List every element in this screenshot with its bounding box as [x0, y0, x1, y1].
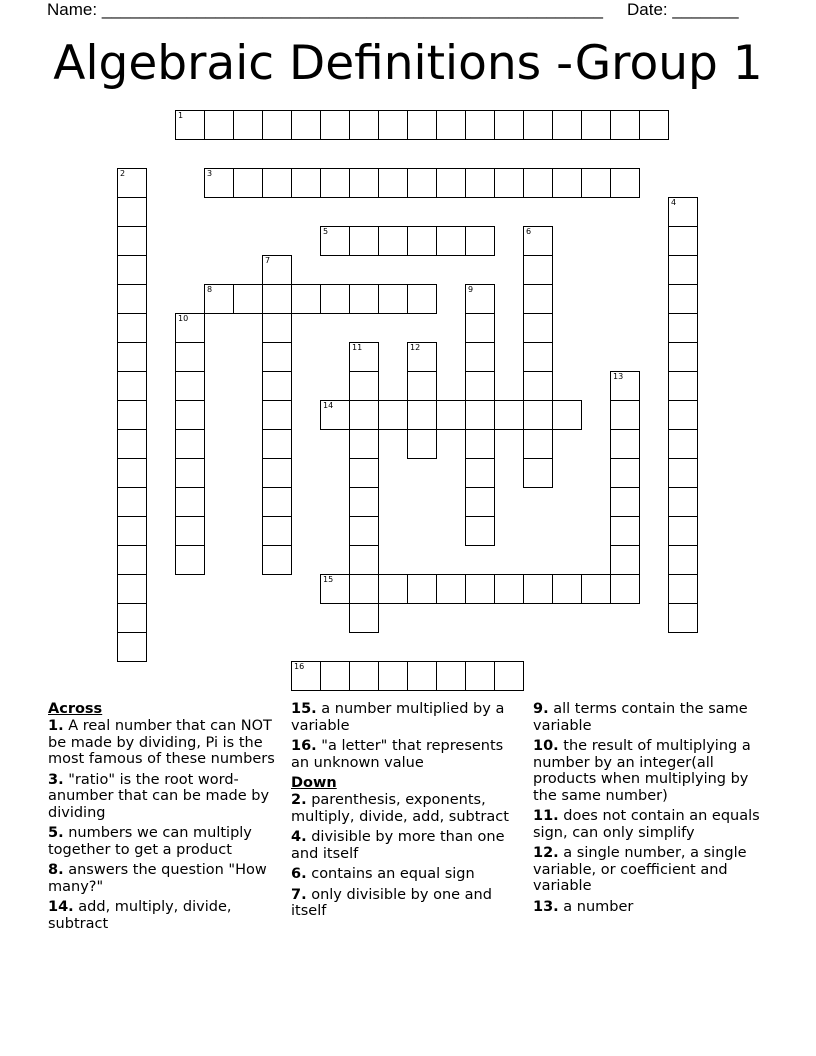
crossword-cell[interactable] — [175, 429, 205, 459]
crossword-cell[interactable] — [320, 284, 350, 314]
crossword-cell-4[interactable] — [668, 197, 698, 227]
crossword-cell[interactable] — [668, 487, 698, 517]
crossword-cell[interactable] — [349, 226, 379, 256]
crossword-cell[interactable] — [378, 574, 408, 604]
crossword-cell[interactable] — [465, 110, 495, 140]
crossword-cell[interactable] — [291, 110, 321, 140]
crossword-cell[interactable] — [349, 487, 379, 517]
crossword-cell[interactable] — [349, 516, 379, 546]
date-label: Date: — [627, 0, 668, 19]
clue-down-2: 2. parenthesis, exponents, multiply, divide, add, subtract — [291, 792, 509, 825]
crossword-cell-13[interactable] — [610, 371, 640, 401]
crossword-cell[interactable] — [117, 371, 147, 401]
crossword-cell[interactable] — [465, 574, 495, 604]
crossword-cell[interactable] — [465, 226, 495, 256]
clue-number: 6 — [526, 227, 532, 236]
crossword-cell[interactable] — [291, 284, 321, 314]
crossword-cell[interactable] — [668, 313, 698, 343]
crossword-cell[interactable] — [668, 516, 698, 546]
clue-number: 3 — [207, 169, 213, 178]
clue-down-7: 7. only divisible by one and itself — [291, 886, 492, 919]
crossword-cell[interactable] — [117, 255, 147, 285]
crossword-cell-3[interactable] — [204, 168, 234, 198]
crossword-cell[interactable] — [175, 400, 205, 430]
crossword-cell[interactable] — [523, 168, 553, 198]
crossword-cell[interactable] — [378, 110, 408, 140]
crossword-cell[interactable] — [436, 226, 466, 256]
crossword-cell[interactable] — [175, 458, 205, 488]
crossword-cell[interactable] — [668, 400, 698, 430]
crossword-cell[interactable] — [407, 226, 437, 256]
crossword-cell[interactable] — [436, 661, 466, 691]
crossword-cell[interactable] — [465, 168, 495, 198]
crossword-cell-15[interactable] — [320, 574, 350, 604]
crossword-cell[interactable] — [668, 255, 698, 285]
across-heading: Across — [48, 701, 103, 717]
crossword-cell[interactable] — [436, 400, 466, 430]
crossword-cell[interactable] — [552, 110, 582, 140]
crossword-cell[interactable] — [349, 110, 379, 140]
crossword-cell[interactable] — [523, 574, 553, 604]
clue-column-3 — [533, 701, 769, 919]
crossword-cell[interactable] — [465, 516, 495, 546]
clue-across-3: 3. "ratio" is the root word- anumber that can be made by dividing — [48, 771, 270, 821]
crossword-cell[interactable] — [262, 284, 292, 314]
crossword-cell[interactable] — [407, 429, 437, 459]
crossword-cell[interactable] — [523, 371, 553, 401]
clue-number: 2 — [120, 169, 126, 178]
crossword-cell[interactable] — [349, 661, 379, 691]
crossword-cell[interactable] — [349, 603, 379, 633]
crossword-cell[interactable] — [610, 574, 640, 604]
clue-down-9: 9. all terms contain the same variable — [533, 701, 748, 734]
clue-column-1 — [48, 701, 280, 936]
crossword-cell-6[interactable] — [523, 226, 553, 256]
crossword-cell[interactable] — [552, 400, 582, 430]
name-blank[interactable]: _____________________________________________________ — [101, 0, 603, 19]
crossword-cell-8[interactable] — [204, 284, 234, 314]
crossword-cell[interactable] — [610, 110, 640, 140]
clue-number: 14 — [323, 401, 334, 410]
crossword-cell[interactable] — [465, 429, 495, 459]
crossword-cell[interactable] — [320, 110, 350, 140]
crossword-cell[interactable] — [668, 284, 698, 314]
crossword-cell[interactable] — [465, 487, 495, 517]
crossword-cell-11[interactable] — [349, 342, 379, 372]
crossword-cell[interactable] — [668, 371, 698, 401]
crossword-cell[interactable] — [378, 400, 408, 430]
crossword-cell[interactable] — [233, 168, 263, 198]
crossword-cell[interactable] — [494, 574, 524, 604]
clue-across-5: 5. numbers we can multiply together to get a product — [48, 825, 252, 858]
clue-number: 13 — [613, 372, 624, 381]
crossword-cell[interactable] — [233, 110, 263, 140]
down-heading: Down — [291, 775, 337, 791]
crossword-cell[interactable] — [262, 168, 292, 198]
crossword-cell[interactable] — [668, 342, 698, 372]
crossword-cell[interactable] — [465, 400, 495, 430]
crossword-cell[interactable] — [610, 545, 640, 575]
crossword-cell[interactable] — [610, 487, 640, 517]
crossword-cell[interactable] — [349, 545, 379, 575]
crossword-cell-9[interactable] — [465, 284, 495, 314]
crossword-cell[interactable] — [262, 371, 292, 401]
date-blank[interactable]: _______ — [672, 0, 739, 19]
crossword-cell[interactable] — [320, 168, 350, 198]
crossword-cell[interactable] — [668, 603, 698, 633]
crossword-cell[interactable] — [117, 197, 147, 227]
clue-number: 4 — [671, 198, 677, 207]
crossword-cell[interactable] — [349, 458, 379, 488]
clue-number: 8 — [207, 285, 213, 294]
crossword-cell[interactable] — [523, 400, 553, 430]
crossword-cell[interactable] — [262, 516, 292, 546]
clue-number: 16 — [294, 662, 305, 671]
crossword-cell[interactable] — [668, 458, 698, 488]
crossword-cell[interactable] — [465, 342, 495, 372]
clue-number: 10 — [178, 314, 189, 323]
crossword-cell-16[interactable] — [291, 661, 321, 691]
crossword-cell[interactable] — [117, 574, 147, 604]
crossword-cell-12[interactable] — [407, 342, 437, 372]
crossword-cell[interactable] — [233, 284, 263, 314]
clue-across-8: 8. answers the question "How many?" — [48, 862, 267, 895]
crossword-cell[interactable] — [610, 400, 640, 430]
crossword-cell[interactable] — [523, 342, 553, 372]
crossword-cell[interactable] — [175, 487, 205, 517]
clue-down-10: 10. the result of multiplying a number by an integer(all products when multiplying by the same number) — [533, 738, 751, 804]
crossword-cell[interactable] — [175, 516, 205, 546]
crossword-cell[interactable] — [378, 284, 408, 314]
crossword-cell[interactable] — [407, 168, 437, 198]
crossword-cell[interactable] — [320, 661, 350, 691]
crossword-cell[interactable] — [117, 487, 147, 517]
crossword-cell[interactable] — [407, 110, 437, 140]
crossword-cell[interactable] — [262, 429, 292, 459]
crossword-cell[interactable] — [262, 342, 292, 372]
crossword-cell[interactable] — [494, 168, 524, 198]
crossword-cell[interactable] — [175, 371, 205, 401]
crossword-cell[interactable] — [465, 313, 495, 343]
crossword-cell[interactable] — [349, 400, 379, 430]
crossword-cell[interactable] — [117, 516, 147, 546]
clue-number: 7 — [265, 256, 271, 265]
crossword-cell[interactable] — [436, 110, 466, 140]
clue-across-14: 14. add, multiply, divide, subtract — [48, 899, 232, 932]
crossword-cell[interactable] — [407, 661, 437, 691]
crossword-cell-1[interactable] — [175, 110, 205, 140]
crossword-cell[interactable] — [581, 168, 611, 198]
page-title: Algebraic Definitions -Group 1 — [53, 36, 763, 91]
crossword-cell[interactable] — [668, 226, 698, 256]
clue-down-4: 4. divisible by more than one and itself — [291, 829, 505, 862]
crossword-cell[interactable] — [552, 574, 582, 604]
name-label: Name: — [47, 0, 98, 19]
crossword-cell[interactable] — [523, 284, 553, 314]
clue-number: 15 — [323, 575, 334, 584]
crossword-cell[interactable] — [523, 255, 553, 285]
crossword-cell[interactable] — [465, 371, 495, 401]
clue-across-15: 15. a number multiplied by a variable — [291, 701, 505, 734]
crossword-cell[interactable] — [610, 168, 640, 198]
crossword-cell[interactable] — [668, 429, 698, 459]
crossword-cell[interactable] — [117, 632, 147, 662]
crossword-cell[interactable] — [117, 458, 147, 488]
crossword-cell-7[interactable] — [262, 255, 292, 285]
clue-number: 9 — [468, 285, 474, 294]
crossword-cell[interactable] — [436, 168, 466, 198]
clue-across-16: 16. "a letter" that represents an unknown value — [291, 738, 504, 771]
crossword-cell[interactable] — [291, 168, 321, 198]
crossword-cell[interactable] — [262, 400, 292, 430]
crossword-cell[interactable] — [117, 429, 147, 459]
crossword-cell[interactable] — [349, 371, 379, 401]
crossword-cell[interactable] — [407, 284, 437, 314]
clue-number: 12 — [410, 343, 421, 352]
crossword-cell-2[interactable] — [117, 168, 147, 198]
crossword-cell[interactable] — [494, 110, 524, 140]
crossword-cell[interactable] — [262, 487, 292, 517]
crossword-cell[interactable] — [262, 545, 292, 575]
crossword-cell-14[interactable] — [320, 400, 350, 430]
crossword-cell[interactable] — [465, 458, 495, 488]
crossword-cell[interactable] — [523, 458, 553, 488]
crossword-cell[interactable] — [407, 574, 437, 604]
crossword-cell[interactable] — [523, 313, 553, 343]
crossword-cell[interactable] — [117, 603, 147, 633]
crossword-cell[interactable] — [523, 429, 553, 459]
crossword-cell-5[interactable] — [320, 226, 350, 256]
clue-column-2 — [291, 701, 523, 924]
crossword-cell[interactable] — [523, 110, 553, 140]
crossword-cell[interactable] — [436, 574, 466, 604]
crossword-cell[interactable] — [349, 284, 379, 314]
crossword-cell[interactable] — [494, 400, 524, 430]
clue-number: 11 — [352, 343, 363, 352]
clue-down-13: 13. a number — [533, 898, 634, 915]
clue-number: 1 — [178, 111, 184, 120]
clue-down-6: 6. contains an equal sign — [291, 866, 475, 882]
crossword-cell[interactable] — [407, 371, 437, 401]
crossword-cell[interactable] — [552, 168, 582, 198]
crossword-cell[interactable] — [262, 110, 292, 140]
crossword-cell[interactable] — [378, 226, 408, 256]
clue-down-11: 11. does not contain an equals sign, can only simplify — [533, 808, 760, 841]
crossword-cell[interactable] — [349, 429, 379, 459]
crossword-cell[interactable] — [407, 400, 437, 430]
crossword-cell[interactable] — [581, 574, 611, 604]
crossword-cell[interactable] — [610, 458, 640, 488]
crossword-cell[interactable] — [668, 574, 698, 604]
clue-down-12: 12. a single number, a single variable, or coefficient and variable — [533, 845, 747, 894]
crossword-cell[interactable] — [117, 226, 147, 256]
crossword-cell[interactable] — [262, 313, 292, 343]
crossword-cell[interactable] — [349, 168, 379, 198]
crossword-cell[interactable] — [494, 661, 524, 691]
crossword-cell[interactable] — [117, 342, 147, 372]
crossword-cell[interactable] — [610, 516, 640, 546]
crossword-cell[interactable] — [175, 545, 205, 575]
crossword-cell[interactable] — [117, 313, 147, 343]
crossword-cell[interactable] — [581, 110, 611, 140]
crossword-cell[interactable] — [117, 400, 147, 430]
crossword-cell[interactable] — [175, 342, 205, 372]
crossword-cell[interactable] — [668, 545, 698, 575]
crossword-cell[interactable] — [378, 661, 408, 691]
crossword-cell[interactable] — [204, 110, 234, 140]
clue-number: 5 — [323, 227, 329, 236]
crossword-cell[interactable] — [117, 545, 147, 575]
crossword-cell-10[interactable] — [175, 313, 205, 343]
crossword-cell[interactable] — [349, 574, 379, 604]
crossword-cell[interactable] — [262, 458, 292, 488]
clue-across-1: 1. A real number that can NOT be made by dividing, Pi is the most famous of these numbers — [48, 718, 275, 767]
crossword-cell[interactable] — [639, 110, 669, 140]
crossword-cell[interactable] — [610, 429, 640, 459]
crossword-cell[interactable] — [465, 661, 495, 691]
crossword-cell[interactable] — [117, 284, 147, 314]
crossword-cell[interactable] — [378, 168, 408, 198]
